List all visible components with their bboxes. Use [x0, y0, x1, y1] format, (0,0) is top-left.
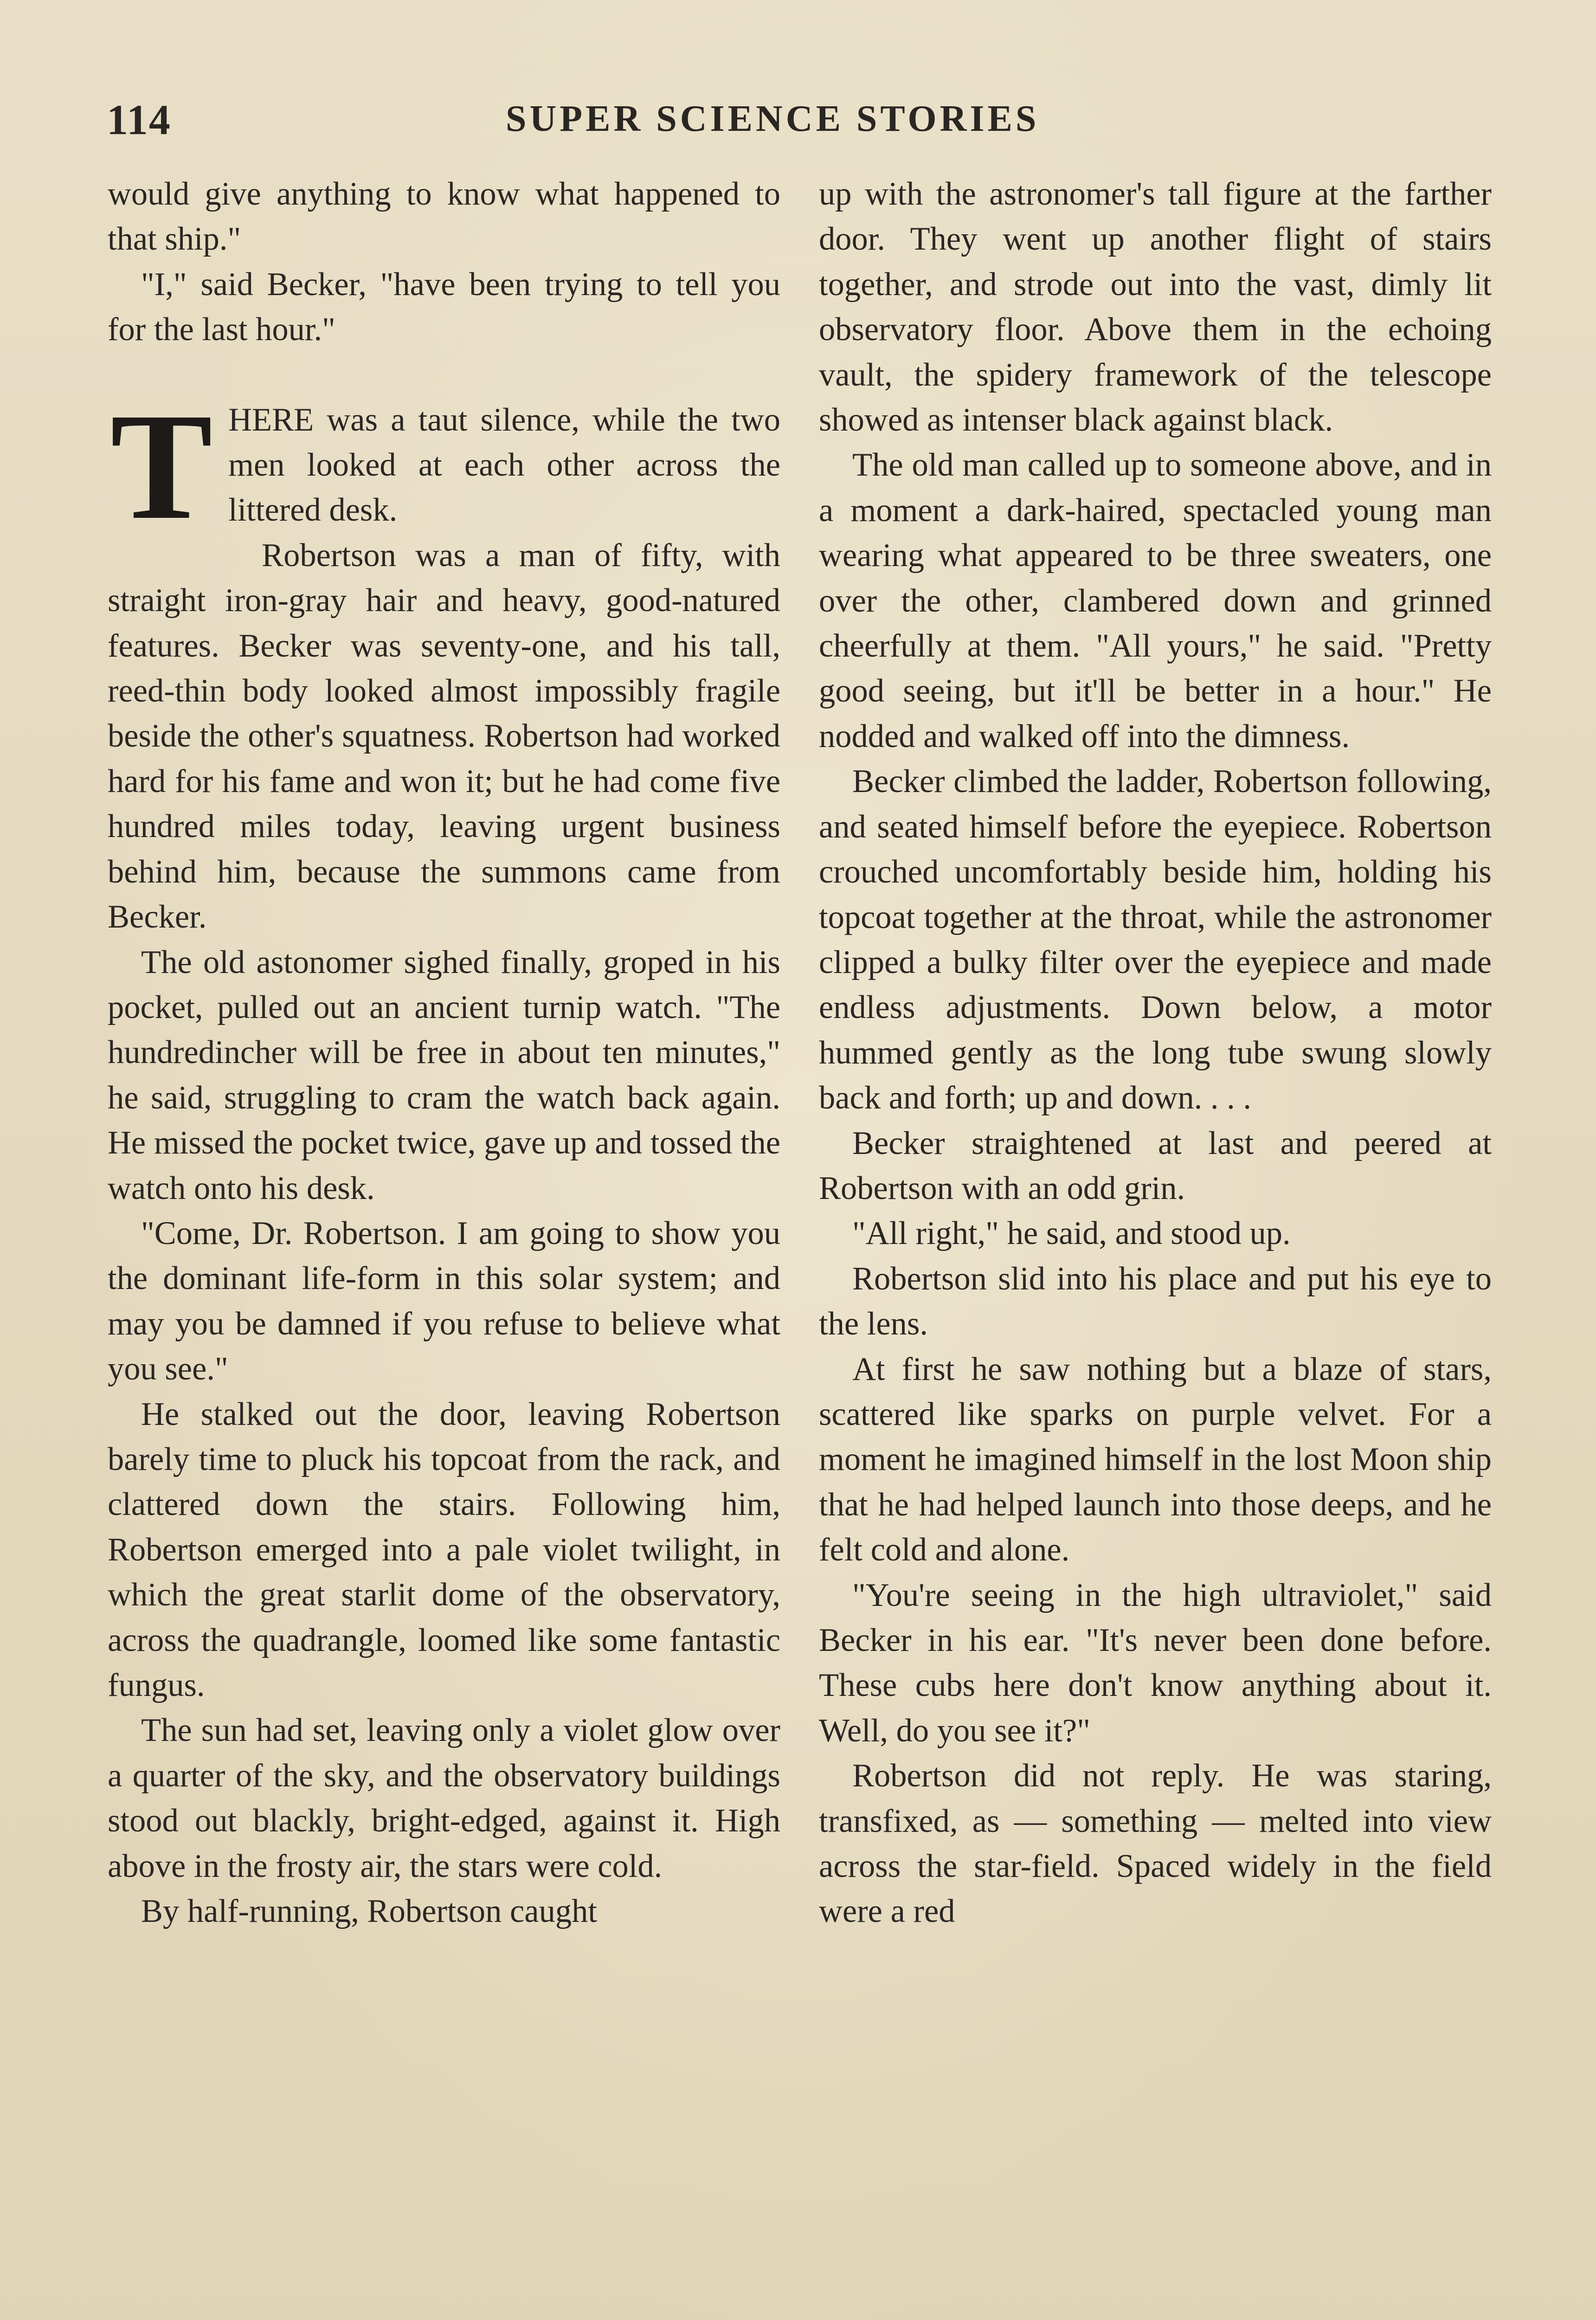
running-title: SUPER SCIENCE STORIES: [506, 98, 1040, 139]
paragraph: Becker straightened at last and peered at Robertson with an odd grin.: [819, 1125, 1492, 1206]
paragraph: Becker climbed the ladder, Robertson following, and seated himself before the eyepiece. Robertson crouched uncomfortably beside him, holding his topcoat together at the throat, while the astronomer clipped a bulky filter over the eyepiece and made endless adjustments. Down below, a motor hummed gently as the long tube swung slowly back and forth; up and down. . . .: [819, 763, 1492, 1116]
paragraph-dropcap: [108, 381, 780, 551]
paragraph: would give anything to know what happened to that ship.": [108, 176, 780, 258]
drop-cap: T: [110, 381, 213, 551]
page-number: 114: [107, 96, 171, 143]
paragraph: The old astonomer sighed finally, groped in his pocket, pulled out an ancient turnip watch. "The hundredincher will be free in about ten minutes," he said, struggling to cram the watch back again. He missed the pocket twice, gave up and tossed the watch onto his desk.: [108, 944, 780, 1206]
paragraph: up with the astronomer's tall figure at the farther door. They went up another flight of stairs together, and strode out into the vast, dimly lit observatory floor. Above them in the echoing vault, the spidery framework of the telescope showed as intenser black against black.: [819, 176, 1492, 438]
right-column: [819, 172, 1492, 2320]
paragraph: Robertson was a man of fifty, with straight iron-gray hair and heavy, good-natured features. Becker was seventy-one, and his tall, reed-thin body looked almost impossibly fragile beside the other's squatness. Robertson had worked hard for his fame and won it; but he had come five hundred miles today, leaving urgent business behind him, because the summons came from Becker.: [108, 537, 780, 935]
paragraph-text: HERE was a taut silence, while the two men looked at each other across the littered desk.: [228, 401, 780, 528]
paragraph: Robertson did not reply. He was staring, transfixed, as — something — melted into view across the star-field. Spaced widely in the field were a red: [819, 1758, 1492, 1930]
paragraph: By half-running, Robertson caught: [141, 1893, 597, 1930]
paragraph: "I," said Becker, "have been trying to tell you for the last hour.": [108, 266, 780, 348]
paragraph: "All right," he said, and stood up.: [852, 1215, 1291, 1252]
paragraph: "Come, Dr. Robertson. I am going to show you the dominant life-form in this solar system; and may you be damned if you refuse to believe what you see.": [108, 1215, 780, 1387]
paragraph: The sun had set, leaving only a violet glow over a quarter of the sky, and the observatory buildings stood out blackly, bright-edged, against it. High above in the frosty air, the stars were cold.: [108, 1712, 780, 1884]
paragraph: Robertson slid into his place and put his eye to the lens.: [819, 1260, 1492, 1342]
paragraph: He stalked out the door, leaving Robertson barely time to pluck his topcoat from the rack, and clattered down the stairs. Following him, Robertson emerged into a pale violet twilight, in which the great starlit dome of the observatory, across the quadrangle, loomed like some fantastic fungus.: [108, 1396, 780, 1703]
left-column: [108, 172, 780, 2320]
paragraph: "You're seeing in the high ultraviolet," said Becker in his ear. "It's never been done before. These cubs here don't know anything about it. Well, do you see it?": [819, 1577, 1492, 1749]
page-header: [107, 95, 1492, 146]
paragraph: The old man called up to someone above, and in a moment a dark-haired, spectacled young man wearing what appeared to be three sweaters, one over the other, clambered down and grinned cheerfully at them. "All yours," he said. "Pretty good seeing, but it'll be better in a hour." He nodded and walked off into the dimness.: [819, 447, 1492, 754]
paragraph: At first he saw nothing but a blaze of stars, scattered like sparks on purple velvet. For a moment he imagined himself in the lost Moon ship that he had helped launch into those deeps, and he felt cold and alone.: [819, 1351, 1492, 1568]
